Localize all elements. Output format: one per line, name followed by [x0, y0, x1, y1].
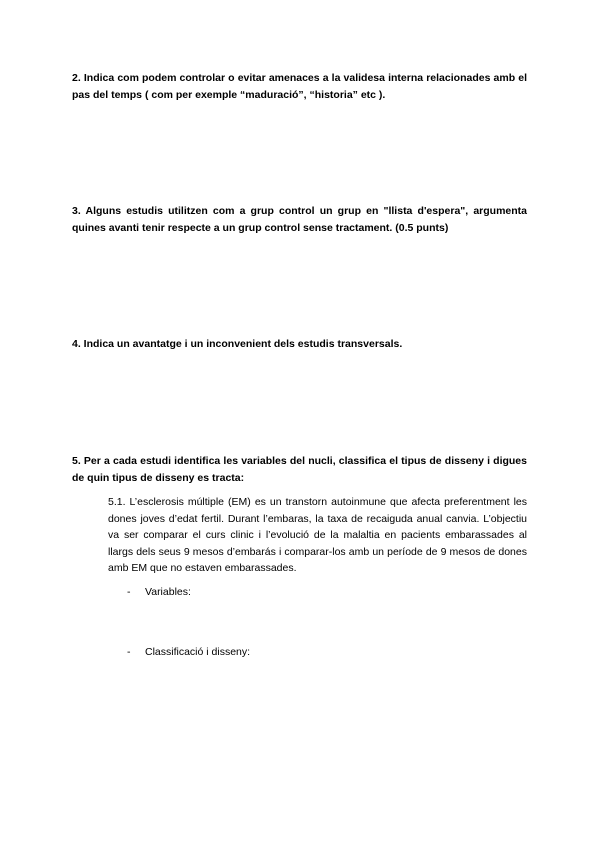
answer-item-variables — [127, 584, 191, 600]
answer-item-label: Variables: — [145, 586, 191, 598]
case-5-1-description: 5.1. L’esclerosis múltiple (EM) es un transtorn autoinmune que afecta preferentment les dones joves d’edat fertil. Durant l’embaras, la taxa de recaiguda anual canvia. L’objectiu va ser comparar el curs clinic i l’evolució de la malaltia en pacients embarassades al llargs dels seus 9 mesos d’embarás i comparar-los amb un període de 9 mesos de dones amb EM que no estaven embarassades. — [108, 496, 527, 574]
question-3: 3. Alguns estudis utilitzen com a grup control un grup en "llista d'espera", argumenta quines avanti tenir respecte a un grup control sense tractament. (0.5 punts) — [72, 205, 527, 234]
list-bullet: - — [127, 586, 131, 598]
answer-item-label: Classificació i disseny: — [145, 646, 251, 658]
question-5: 5. Per a cada estudi identifica les variables del nucli, classifica el tipus de disseny i digues de quin tipus de disseny es tracta: — [72, 455, 527, 484]
list-bullet: - — [127, 646, 131, 658]
question-2: 2. Indica com podem controlar o evitar amenaces a la validesa interna relacionades amb el pas del temps ( com per exemple “maduració”, “historia” etc ). — [72, 72, 527, 101]
answer-item-classification — [127, 644, 250, 660]
question-4: 4. Indica un avantatge i un inconvenient dels estudis transversals. — [72, 338, 403, 350]
